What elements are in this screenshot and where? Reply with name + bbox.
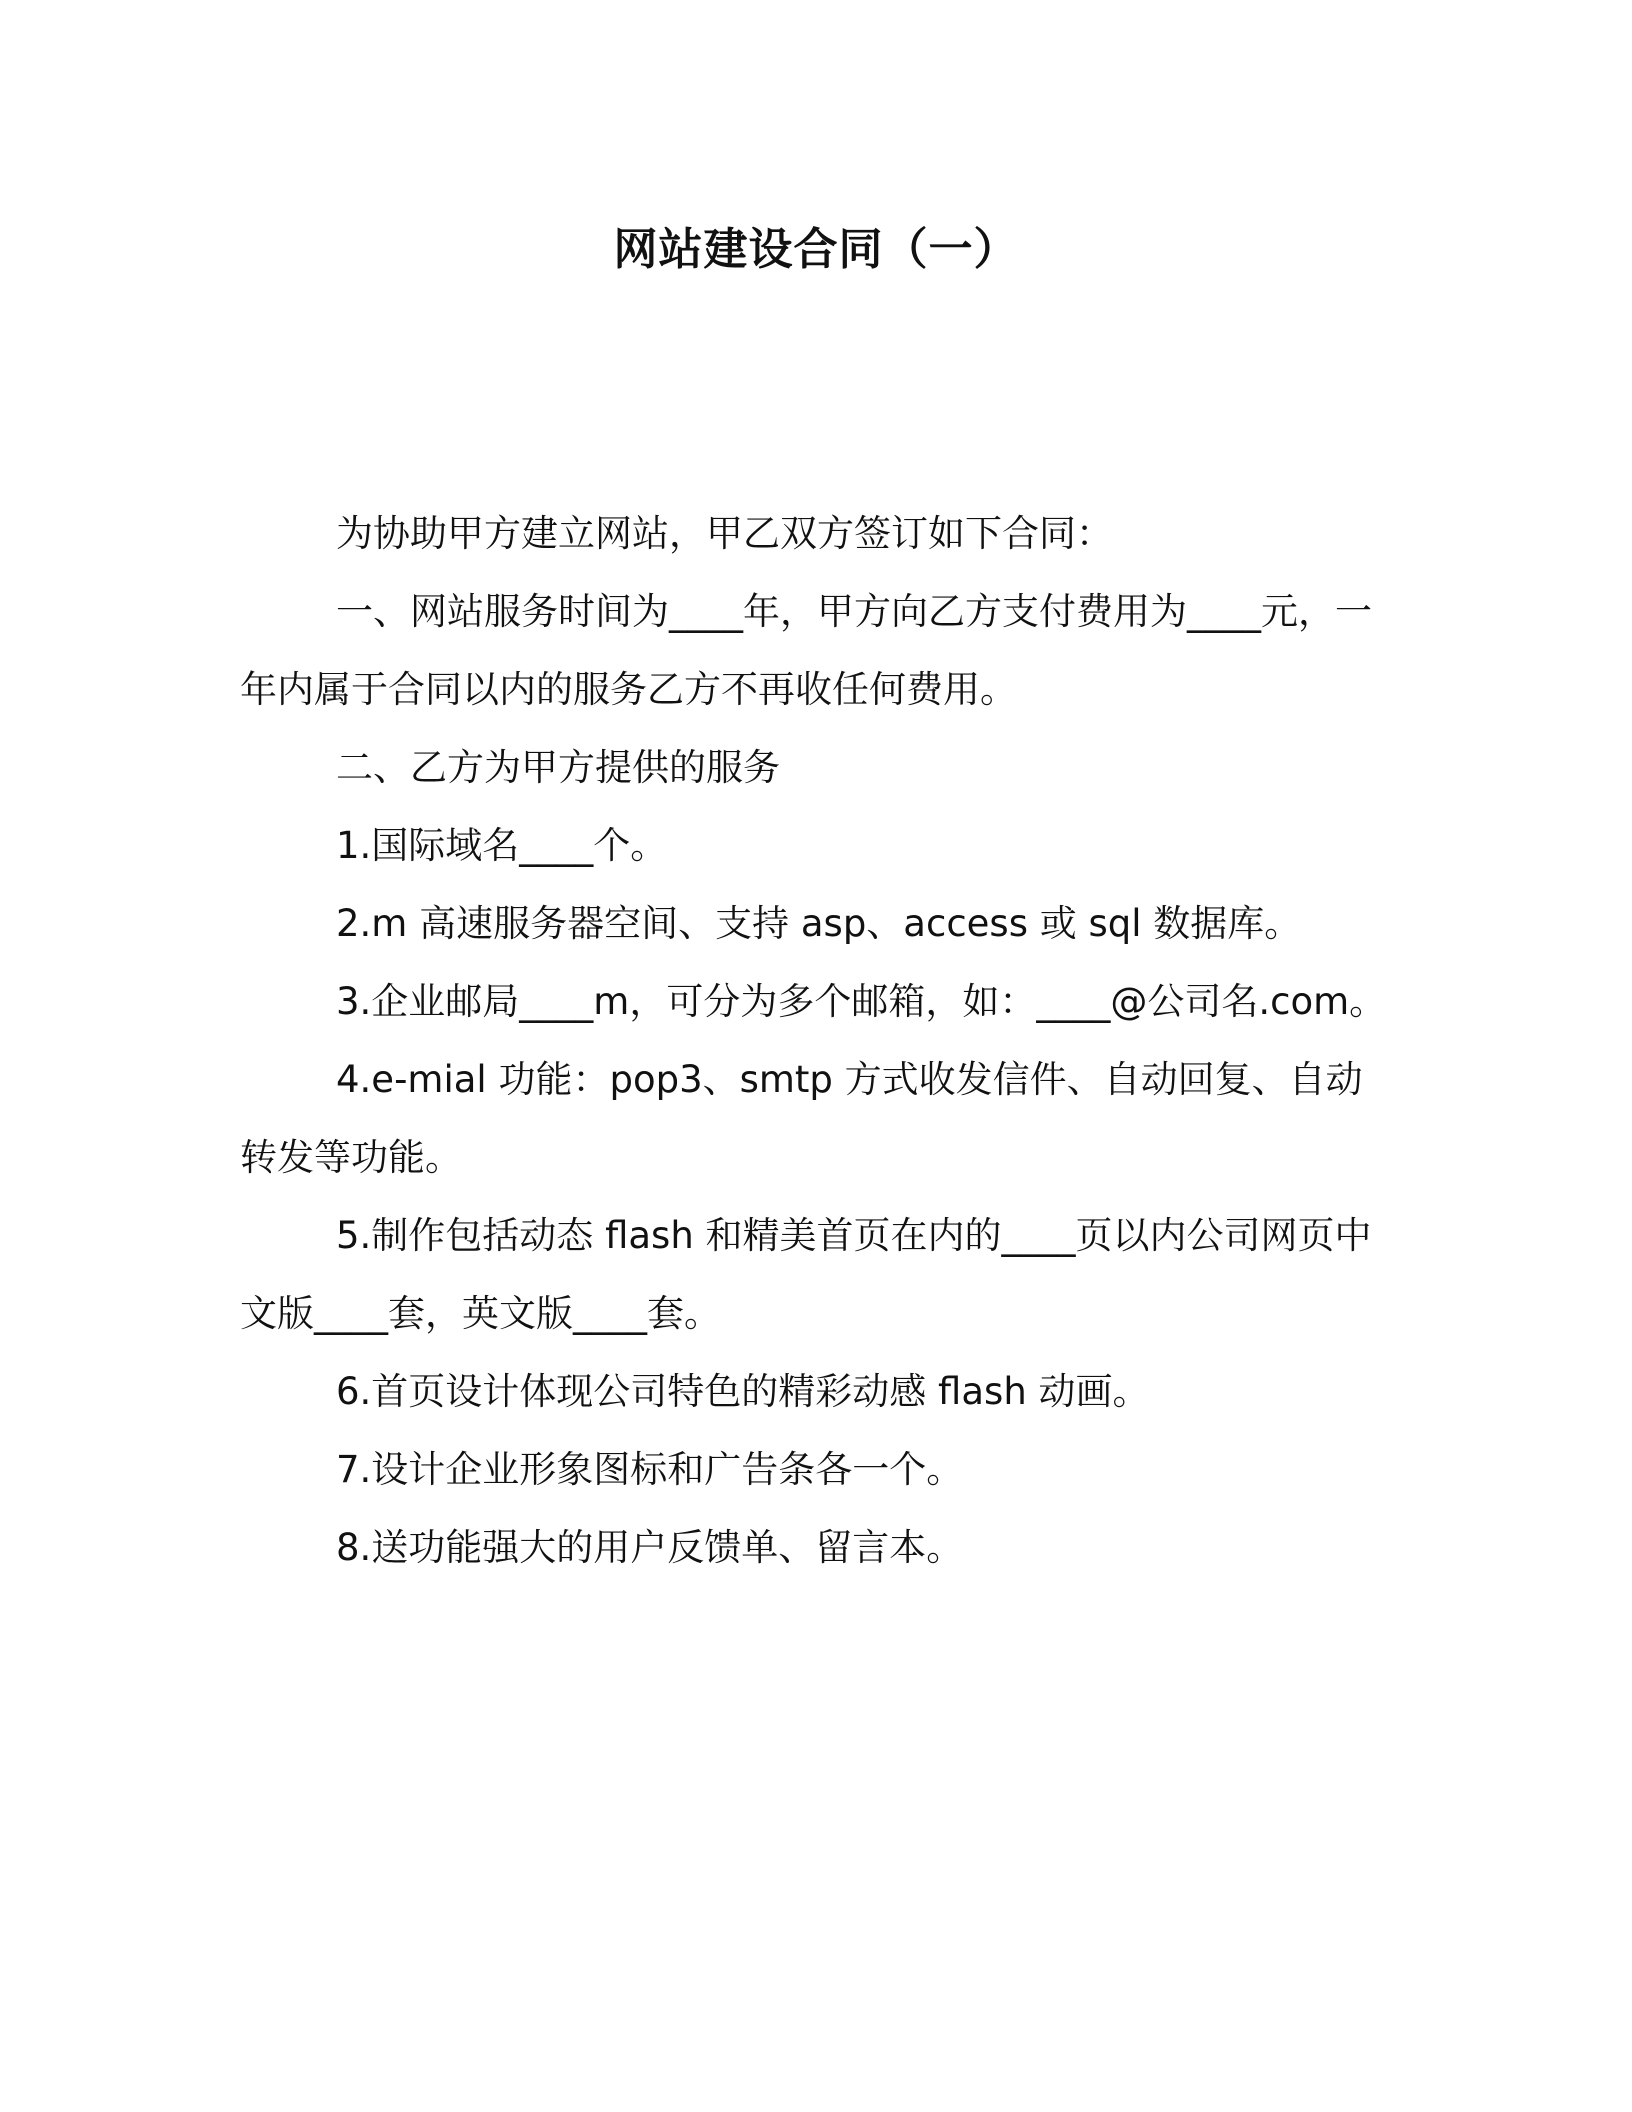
paragraph-clause-2-heading: 二、乙方为甲方提供的服务	[336, 746, 780, 789]
paragraph-service-3: 3.企业邮局____m，可分为多个邮箱，如：____@公司名.com。	[336, 980, 1387, 1023]
paragraph-clause-1: 一、网站服务时间为____年，甲方向乙方支付费用为____元，一年内属于合同以内的服务乙方不再收任何费用。	[240, 590, 1372, 711]
paragraph-service-7: 7.设计企业形象图标和广告条各一个。	[336, 1448, 964, 1491]
paragraph-service-2: 2.m 高速服务器空间、支持 asp、access 或 sql 数据库。	[336, 902, 1302, 945]
paragraph-service-5: 5.制作包括动态 flash 和精美首页在内的____页以内公司网页中文版____套，英文版____套。	[240, 1214, 1372, 1335]
paragraph-service-6: 6.首页设计体现公司特色的精彩动感 flash 动画。	[336, 1370, 1150, 1413]
paragraph-service-4: 4.e-mial 功能：pop3、smtp 方式收发信件、自动回复、自动转发等功能。	[240, 1058, 1363, 1179]
document-title: 网站建设合同（一）	[613, 224, 1019, 275]
paragraph-intro: 为协助甲方建立网站，甲乙双方签订如下合同：	[336, 512, 1113, 555]
paragraph-service-8: 8.送功能强大的用户反馈单、留言本。	[336, 1526, 964, 1569]
document-body	[240, 495, 1390, 1587]
paragraph-service-1: 1.国际域名____个。	[336, 824, 668, 867]
